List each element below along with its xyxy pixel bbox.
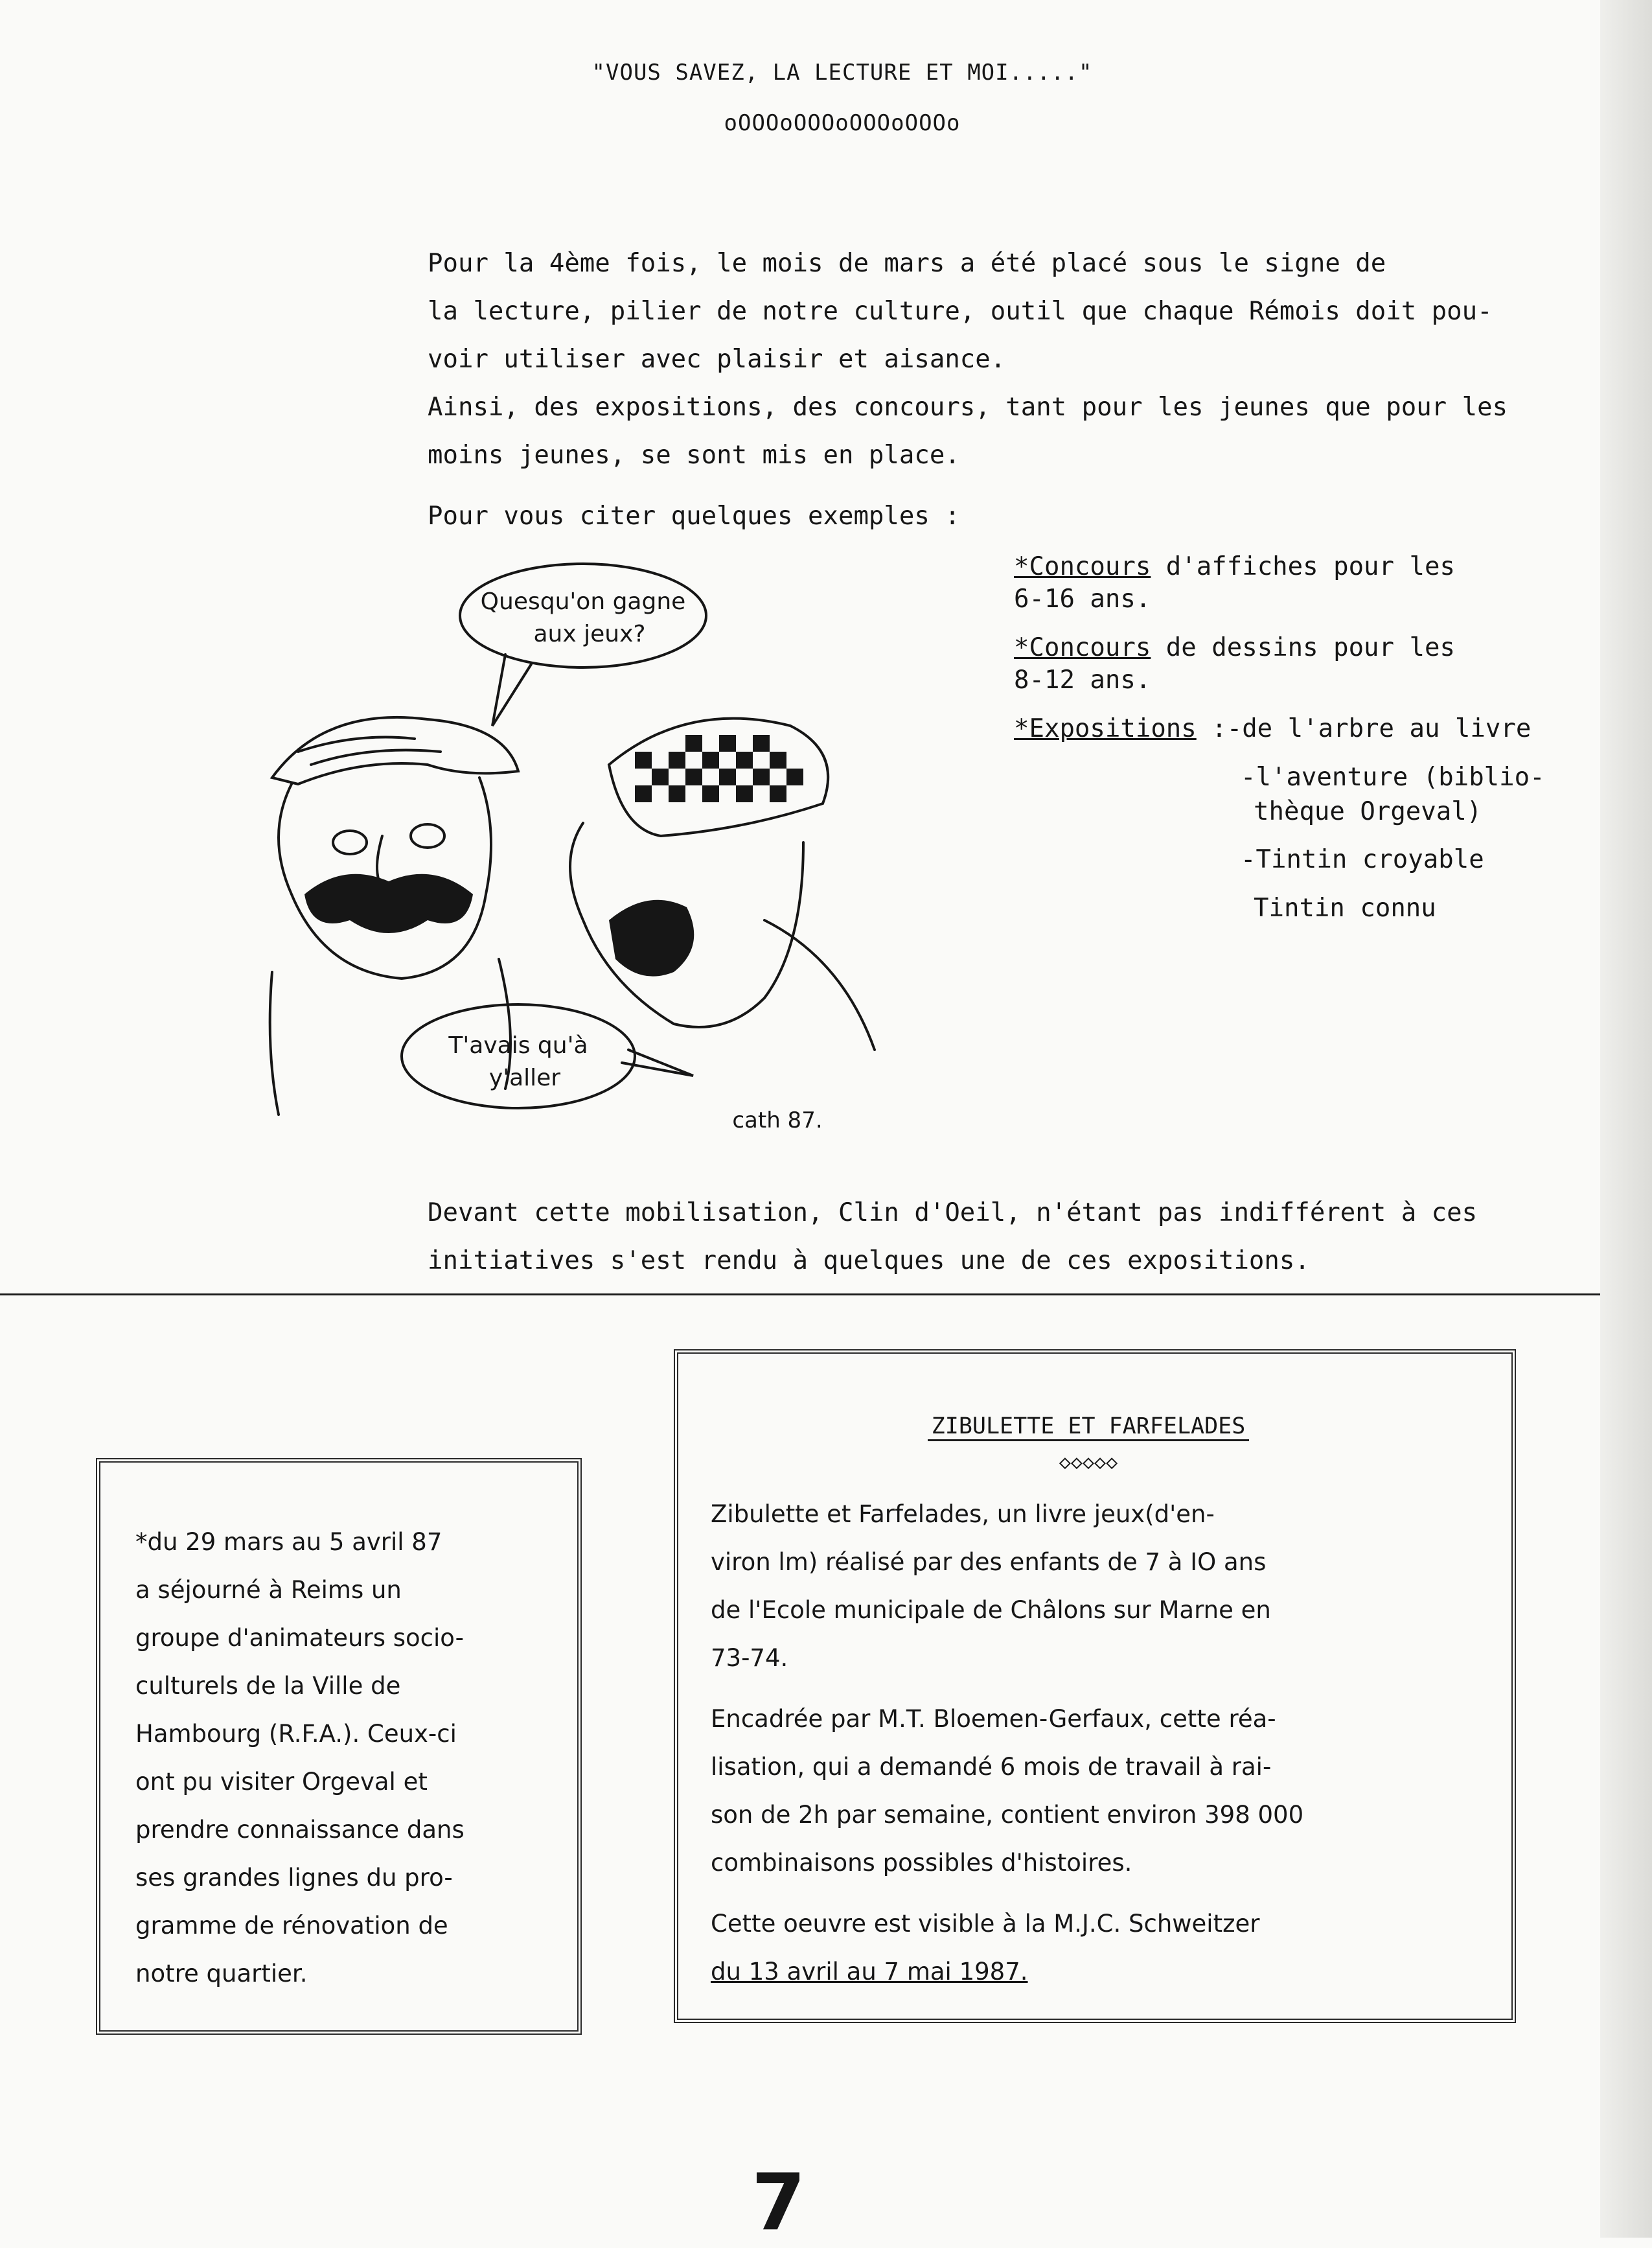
intro-paragraph: Pour la 4ème fois, le mois de mars a été placé sous le signe de la lecture, pilier de notre culture, outil que chaque Rémois doit pou- voir utiliser avec plaisir et aisance. Ainsi, des expositions, des concours, tant pour les jeunes que pour les moins jeunes, se sont mis en place. xyxy=(428,249,1508,470)
bubble-bottom-line2: y'aller xyxy=(488,1065,561,1091)
left-face xyxy=(279,778,491,979)
cartoon-illustration xyxy=(194,557,894,1141)
binding-edge xyxy=(1600,0,1652,2238)
checker-pattern xyxy=(635,735,803,802)
zibulette-title xyxy=(711,1413,1466,1439)
example-item-aventure-2: thèque Orgeval) xyxy=(1254,797,1482,826)
bubble-top-line1: Quesqu'on gagne xyxy=(480,588,686,615)
title-ornament: oOOOoOOOoOOOoOOOo xyxy=(724,110,961,136)
zibulette-paragraph-3: Cette oeuvre est visible à la M.J.C. Schweitzer xyxy=(711,1910,1260,1938)
example-item-tintin-croyable: -Tintin croyable xyxy=(1241,845,1484,874)
speech-bubble-top xyxy=(460,564,706,667)
zibulette-dates: du 13 avril au 7 mai 1987. xyxy=(711,1958,1028,1986)
bubble-bottom-line1: T'avais qu'à xyxy=(448,1032,588,1059)
example-text: :-de l'arbre au livre xyxy=(1196,714,1532,743)
page-number: 7 xyxy=(751,2158,806,2248)
zibulette-title-text: ZIBULETTE ET FARFELADES xyxy=(928,1413,1250,1441)
speech-bubble-top-tail xyxy=(492,655,531,726)
example-item-affiches xyxy=(1014,551,1455,583)
example-item-expositions xyxy=(1014,713,1531,745)
example-item-affiches-age: 6-16 ans. xyxy=(1014,585,1151,614)
cartoon-signature: cath 87. xyxy=(732,1107,823,1133)
hamburg-visit-text: *du 29 mars au 5 avril 87 a séjourné à Reims un groupe d'animateurs socio- culturels de la Ville de Hambourg (R.F.A.). Ceux-ci ont pu visiter Orgeval et prendre connaissance dans ses grandes lignes du pro- gramme de rénovation de notre quartier. xyxy=(135,1528,465,1987)
right-shoulder xyxy=(764,920,875,1050)
example-item-aventure: -l'aventure (biblio- xyxy=(1241,763,1545,792)
example-item-tintin-connu: Tintin connu xyxy=(1254,894,1436,923)
speech-bubble-bottom-tail xyxy=(622,1050,693,1076)
zibulette-ornament: ◇◇◇◇◇ xyxy=(1059,1451,1118,1474)
example-text: de dessins pour les xyxy=(1151,633,1455,662)
section-divider xyxy=(0,1293,1600,1295)
left-moustache xyxy=(304,874,473,933)
example-item-dessins-age: 8-12 ans. xyxy=(1014,666,1151,695)
zibulette-box xyxy=(674,1349,1516,2023)
right-moustache xyxy=(609,900,694,977)
example-text: d'affiches pour les xyxy=(1151,552,1455,581)
page-title: "VOUS SAVEZ, LA LECTURE ET MOI....." xyxy=(591,60,1093,86)
example-item-dessins xyxy=(1014,632,1455,664)
bubble-top-line2: aux jeux? xyxy=(533,621,646,647)
hamburg-visit-box xyxy=(96,1458,582,2035)
zibulette-paragraph-1: Zibulette et Farfelades, un livre jeux(d'en- viron lm) réalisé par des enfants de 7 à IO ans de l'Ecole municipale de Châlons sur Marne en 73-74. xyxy=(711,1500,1271,1672)
mobilisation-paragraph: Devant cette mobilisation, Clin d'Oeil, n'étant pas indifférent à ces initiatives s'est rendu à quelques une de ces expositions. xyxy=(428,1198,1478,1275)
example-label: *Concours xyxy=(1014,552,1151,581)
example-label: *Concours xyxy=(1014,633,1151,662)
zibulette-paragraph-2: Encadrée par M.T. Bloemen-Gerfaux, cette réa- lisation, qui a demandé 6 mois de travail à rai- son de 2h par semaine, contient environ 398 000 combinaisons possibles d'histoires. xyxy=(711,1705,1304,1877)
example-label: *Expositions xyxy=(1014,714,1197,743)
intro-lead: Pour vous citer quelques exemples : xyxy=(428,502,960,531)
